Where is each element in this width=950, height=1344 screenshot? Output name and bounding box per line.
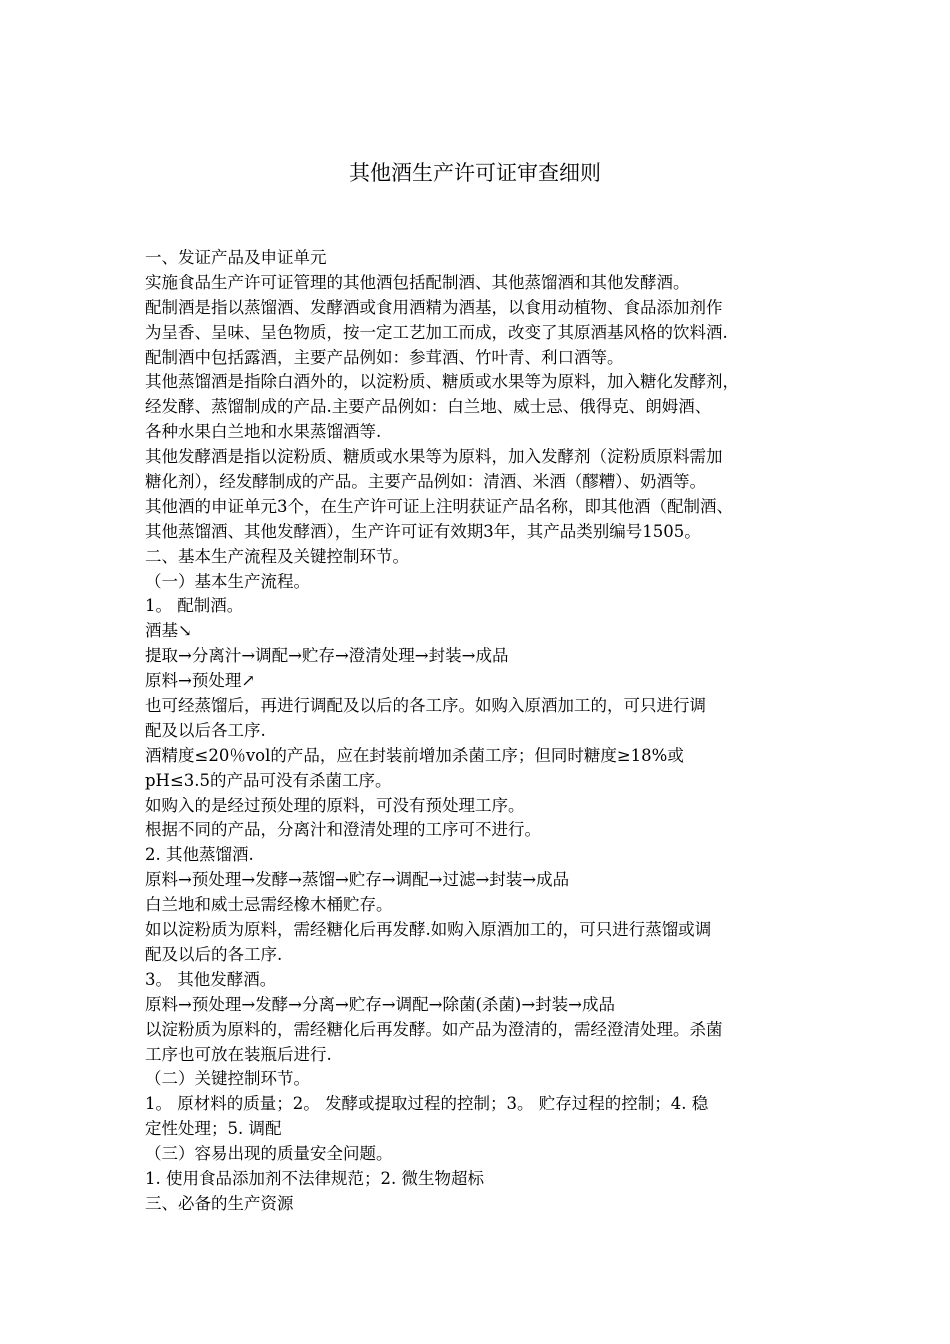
paragraph-line: 实施食品生产许可证管理的其他酒包括配制酒、其他蒸馏酒和其他发酵酒。 (145, 272, 690, 292)
section-heading-certification-units: 一、发证产品及申证单元 (145, 248, 327, 267)
paragraph-line: pH≤3.5的产品可没有杀菌工序。 (145, 770, 392, 790)
paragraph-line: 以淀粉质为原料的，需经糖化后再发酵。如产品为澄清的，需经澄清处理。杀菌 (145, 1019, 723, 1039)
paragraph-line: 经发酵、蒸馏制成的产品.主要产品例如：白兰地、威士忌、俄得克、朗姆酒、 (145, 397, 712, 417)
paragraph-line: 配制酒是指以蒸馏酒、发酵酒或食用酒精为酒基，以食用动植物、食品添加剂作 (145, 297, 723, 317)
item-heading-fermented-wine: 3。 其他发酵酒。 (145, 969, 277, 989)
item-heading-distilled-spirits: 2. 其他蒸馏酒. (145, 845, 254, 865)
paragraph-line: 酒精度≤20％vol的产品，应在封装前增加杀菌工序；但同时糖度≥18%或 (145, 745, 684, 765)
flow-line: 原料→预处理→发酵→分离→贮存→调配→除菌(杀菌)→封装→成品 (145, 994, 615, 1014)
paragraph-line: 其他蒸馏酒、其他发酵酒），生产许可证有效期3年，其产品类别编号1505。 (145, 521, 701, 541)
section-heading-production-flow: 二、基本生产流程及关键控制环节。 (145, 546, 409, 566)
document-body (145, 246, 810, 1217)
paragraph-line: 其他酒的申证单元3个，在生产许可证上注明获证产品名称，即其他酒（配制酒、 (145, 496, 733, 516)
subsection-heading-basic-flow: （一）基本生产流程。 (145, 571, 310, 591)
flow-line: 酒基↘ (145, 621, 192, 641)
paragraph-line: 配及以后的各工序. (145, 944, 283, 964)
paragraph-line: 白兰地和威士忌需经橡木桶贮存。 (145, 895, 393, 915)
flow-line: 原料→预处理→发酵→蒸馏→贮存→调配→过滤→封装→成品 (145, 870, 570, 890)
paragraph-line: 其他蒸馏酒是指除白酒外的，以淀粉质、糖质或水果等为原料，加入糖化发酵剂， (145, 372, 739, 392)
subsection-heading-key-control: （二）关键控制环节。 (145, 1069, 310, 1089)
paragraph-line: 1. 使用食品添加剂不法律规范；2. 微生物超标 (145, 1168, 484, 1188)
paragraph-line: 如以淀粉质为原料，需经糖化后再发酵.如购入原酒加工的，可只进行蒸馏或调 (145, 920, 712, 940)
paragraph-line: 配及以后各工序. (145, 720, 266, 740)
paragraph-line: 也可经蒸馏后，再进行调配及以后的各工序。如购入原酒加工的，可只进行调 (145, 696, 706, 716)
paragraph-line: 为呈香、呈味、呈色物质，按一定工艺加工而成，改变了其原酒基风格的饮料酒. (145, 322, 728, 342)
flow-line: 原料→预处理↗ (145, 671, 256, 691)
flow-line: 提取→分离汁→调配→贮存→澄清处理→封装→成品 (145, 646, 509, 666)
paragraph-line: 1。 原材料的质量；2。 发酵或提取过程的控制；3。 贮存过程的控制；4. 稳 (145, 1094, 709, 1114)
subsection-heading-quality-issues: （三）容易出现的质量安全问题。 (145, 1144, 393, 1164)
section-heading-production-resources: 三、必备的生产资源 (145, 1193, 294, 1213)
paragraph-line: 如购入的是经过预处理的原料，可没有预处理工序。 (145, 795, 525, 815)
paragraph-line: 工序也可放在装瓶后进行. (145, 1044, 332, 1064)
paragraph-line: 定性处理；5. 调配 (145, 1119, 282, 1139)
page-title: 其他酒生产许可证审查细则 (349, 161, 601, 185)
paragraph-line: 其他发酵酒是指以淀粉质、糖质或水果等为原料，加入发酵剂（淀粉质原料需加 (145, 447, 723, 467)
item-heading-blended-wine: 1。 配制酒。 (145, 596, 244, 616)
paragraph-line: 根据不同的产品，分离汁和澄清处理的工序可不进行。 (145, 820, 541, 840)
paragraph-line: 配制酒中包括露酒，主要产品例如：参茸酒、竹叶青、利口酒等。 (145, 347, 624, 367)
paragraph-line: 糖化剂），经发酵制成的产品。主要产品例如：清酒、米酒（醪糟）、奶酒等。 (145, 472, 706, 492)
paragraph-line: 各种水果白兰地和水果蒸馏酒等. (145, 422, 382, 442)
